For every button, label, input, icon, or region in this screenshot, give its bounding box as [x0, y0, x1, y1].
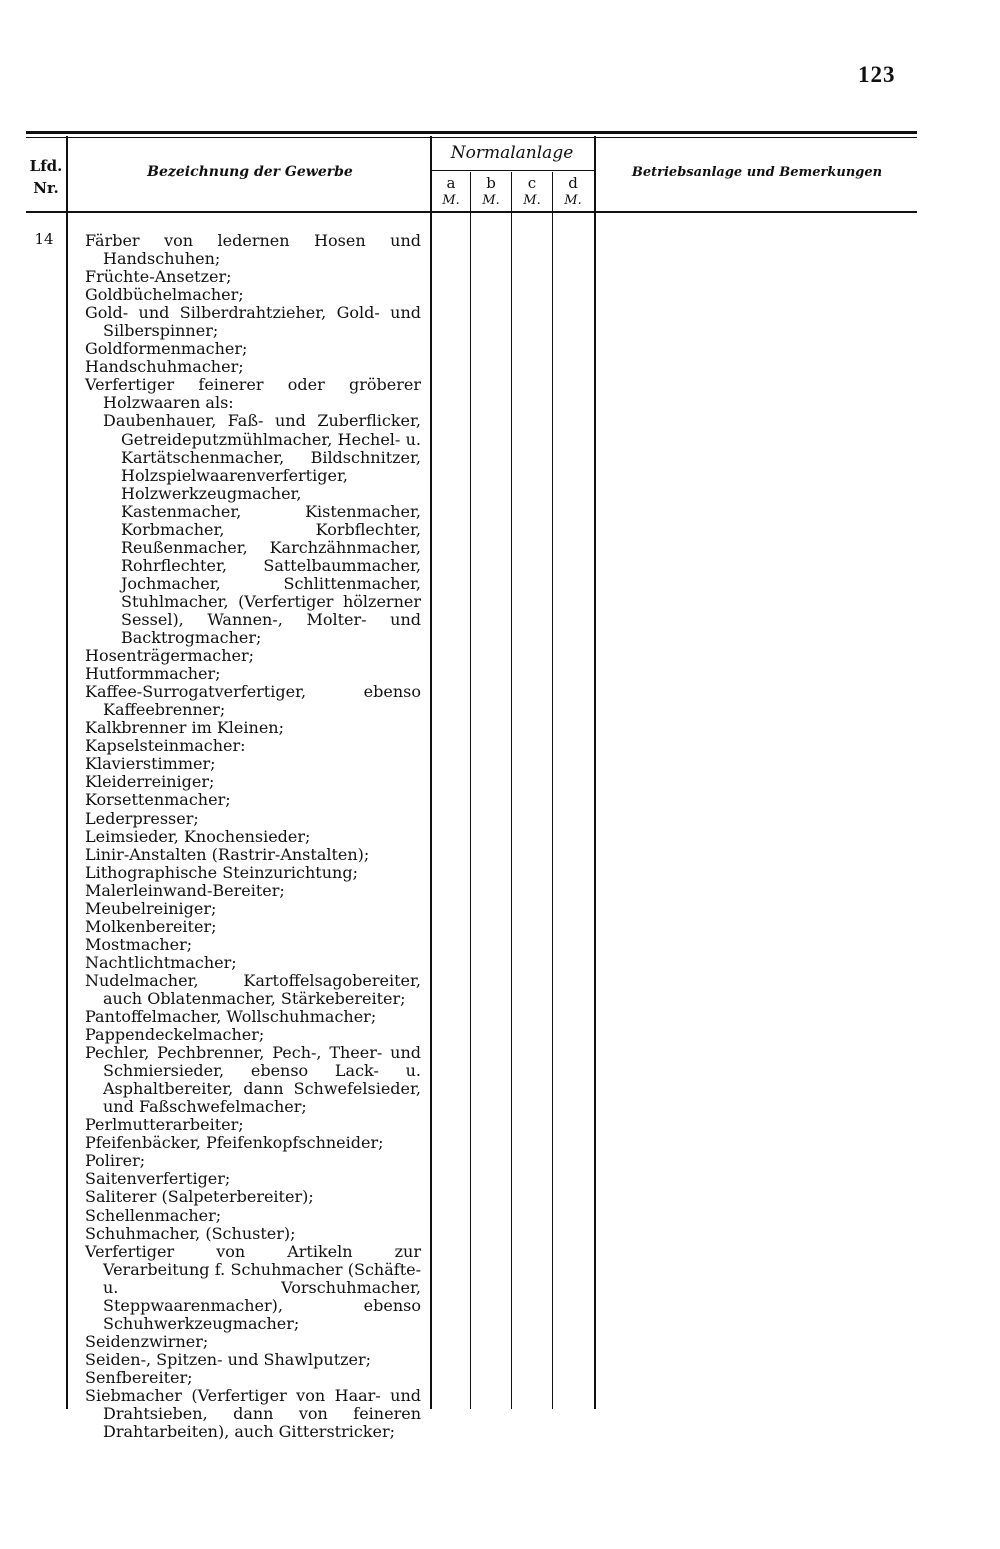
list-item: Handschuhmacher; [85, 357, 244, 377]
list-item: Goldformenmacher; [85, 339, 248, 359]
col-divider-b [511, 172, 512, 1409]
list-item: Saitenverfertiger; [85, 1169, 231, 1189]
list-item: Gold- und Silberdrahtzieher, Gold- und Silberspinner; [85, 303, 421, 341]
list-item: Saliterer (Salpeterbereiter); [85, 1187, 314, 1207]
subcol-label: c [527, 174, 537, 192]
header-bottom-rule [26, 211, 917, 213]
list-item: Kleiderreiniger; [85, 772, 215, 792]
list-item: Pappendeckelmacher; [85, 1025, 265, 1045]
trade-list [85, 232, 421, 1441]
list-item: Hutformmacher; [85, 664, 221, 684]
list-item: Daubenhauer, Faß- und Zuberflicker, Getreideputzmühlmacher, Hechel- u. Kartätschenmacher, Bildschnitzer, Holzspielwaarenverfertiger, Holzwerkzeugmacher, Kastenmacher, Kistenmacher, Korbmacher, Korbflechter, Reußenmacher, Karchzähnmacher, Rohrflechter, Sattelbaummacher, Jochmacher, Schlittenmacher, Stuhlmacher, (Verfertiger hölzerner Sessel), Wannen-, Molter- und Backtrogmacher; [103, 411, 421, 648]
list-item: Nudelmacher, Kartoffelsagobereiter, auch Oblatenmacher, Stärkebereiter; [85, 970, 421, 1008]
list-item: Pfeifenbäcker, Pfeifenkopfschneider; [85, 1133, 384, 1153]
col-divider-bez [430, 136, 432, 1409]
list-item: Früchte-Ansetzer; [85, 267, 232, 287]
subcol-c [512, 174, 552, 210]
list-item: Senfbereiter; [85, 1367, 193, 1387]
subcol-unit: M. [564, 193, 582, 208]
subcol-a [431, 174, 471, 210]
list-item: Verfertiger feinerer oder gröberer Holzwaaren als: [85, 375, 421, 413]
row-number: 14 [34, 230, 54, 248]
header-normalanlage: Normalanlage [450, 143, 574, 163]
list-item: Lederpresser; [85, 808, 199, 828]
list-item: Linir-Anstalten (Rastrir-Anstalten); [85, 844, 370, 864]
subcol-unit: M. [482, 193, 500, 208]
col-divider-lfd [66, 136, 68, 1409]
list-item: Perlmutterarbeiter; [85, 1115, 244, 1135]
col-divider-a [470, 172, 471, 1409]
header-bezeichnung: Bezeichnung der Gewerbe [147, 164, 353, 180]
list-item: Seidenzwirner; [85, 1331, 209, 1351]
list-item: Pantoffelmacher, Wollschuhmacher; [85, 1007, 377, 1027]
list-item: Goldbüchelmacher; [85, 285, 244, 305]
list-item: Meubelreiniger; [85, 898, 217, 918]
list-item: Leimsieder, Knochensieder; [85, 826, 311, 846]
list-item: Kapselsteinmacher: [85, 736, 246, 756]
subcol-label: a [446, 174, 456, 192]
list-item: Molkenbereiter; [85, 916, 217, 936]
subcol-unit: M. [442, 193, 460, 208]
header-lfd-nr: Lfd. Nr. [29, 157, 63, 197]
subcol-unit: M. [523, 193, 541, 208]
subcol-d [553, 174, 593, 210]
list-item: Schuhmacher, (Schuster); [85, 1223, 296, 1243]
list-item: Seiden-, Spitzen- und Shawlputzer; [85, 1349, 372, 1369]
subcol-b [471, 174, 511, 210]
list-item: Polirer; [85, 1151, 146, 1171]
list-item: Schellenmacher; [85, 1205, 222, 1225]
subcol-label: d [568, 174, 578, 192]
col-divider-norm [594, 136, 596, 1409]
top-rule-thin [26, 137, 917, 138]
list-item: Korsettenmacher; [85, 790, 231, 810]
list-item: Siebmacher (Verfertiger von Haar- und Drahtsieben, dann von feineren Drahtarbeiten), auch Gitterstricker; [85, 1386, 421, 1442]
list-item: Verfertiger von Artikeln zur Verarbeitung f. Schuhmacher (Schäfte- u. Vorschuhmacher, Steppwaarenmacher), ebenso Schuhwerkzeugmacher; [85, 1241, 421, 1333]
list-item: Mostmacher; [85, 934, 193, 954]
subcol-label: b [486, 174, 496, 192]
list-item: Kalkbrenner im Kleinen; [85, 718, 284, 738]
list-item: Färber von ledernen Hosen und Handschuhen; [85, 231, 421, 269]
page-number: 123 [858, 62, 896, 87]
list-item: Kaffee-Surrogatverfertiger, ebenso Kaffeebrenner; [85, 682, 421, 720]
list-item: Lithographische Steinzurichtung; [85, 862, 358, 882]
col-divider-c [552, 172, 553, 1409]
normalanlage-divider [432, 170, 594, 171]
list-item: Klavierstimmer; [85, 754, 216, 774]
list-item: Hosenträgermacher; [85, 646, 255, 666]
list-item: Nachtlichtmacher; [85, 952, 237, 972]
top-rule-thick [26, 131, 917, 134]
list-item: Pechler, Pechbrenner, Pech-, Theer- und Schmiersieder, ebenso Lack- u. Asphaltbereiter, dann Schwefelsieder, und Faßschwefelmacher; [85, 1043, 421, 1117]
list-item: Malerleinwand-Bereiter; [85, 880, 285, 900]
header-betriebsanlage: Betriebsanlage und Bemerkungen [631, 165, 883, 180]
